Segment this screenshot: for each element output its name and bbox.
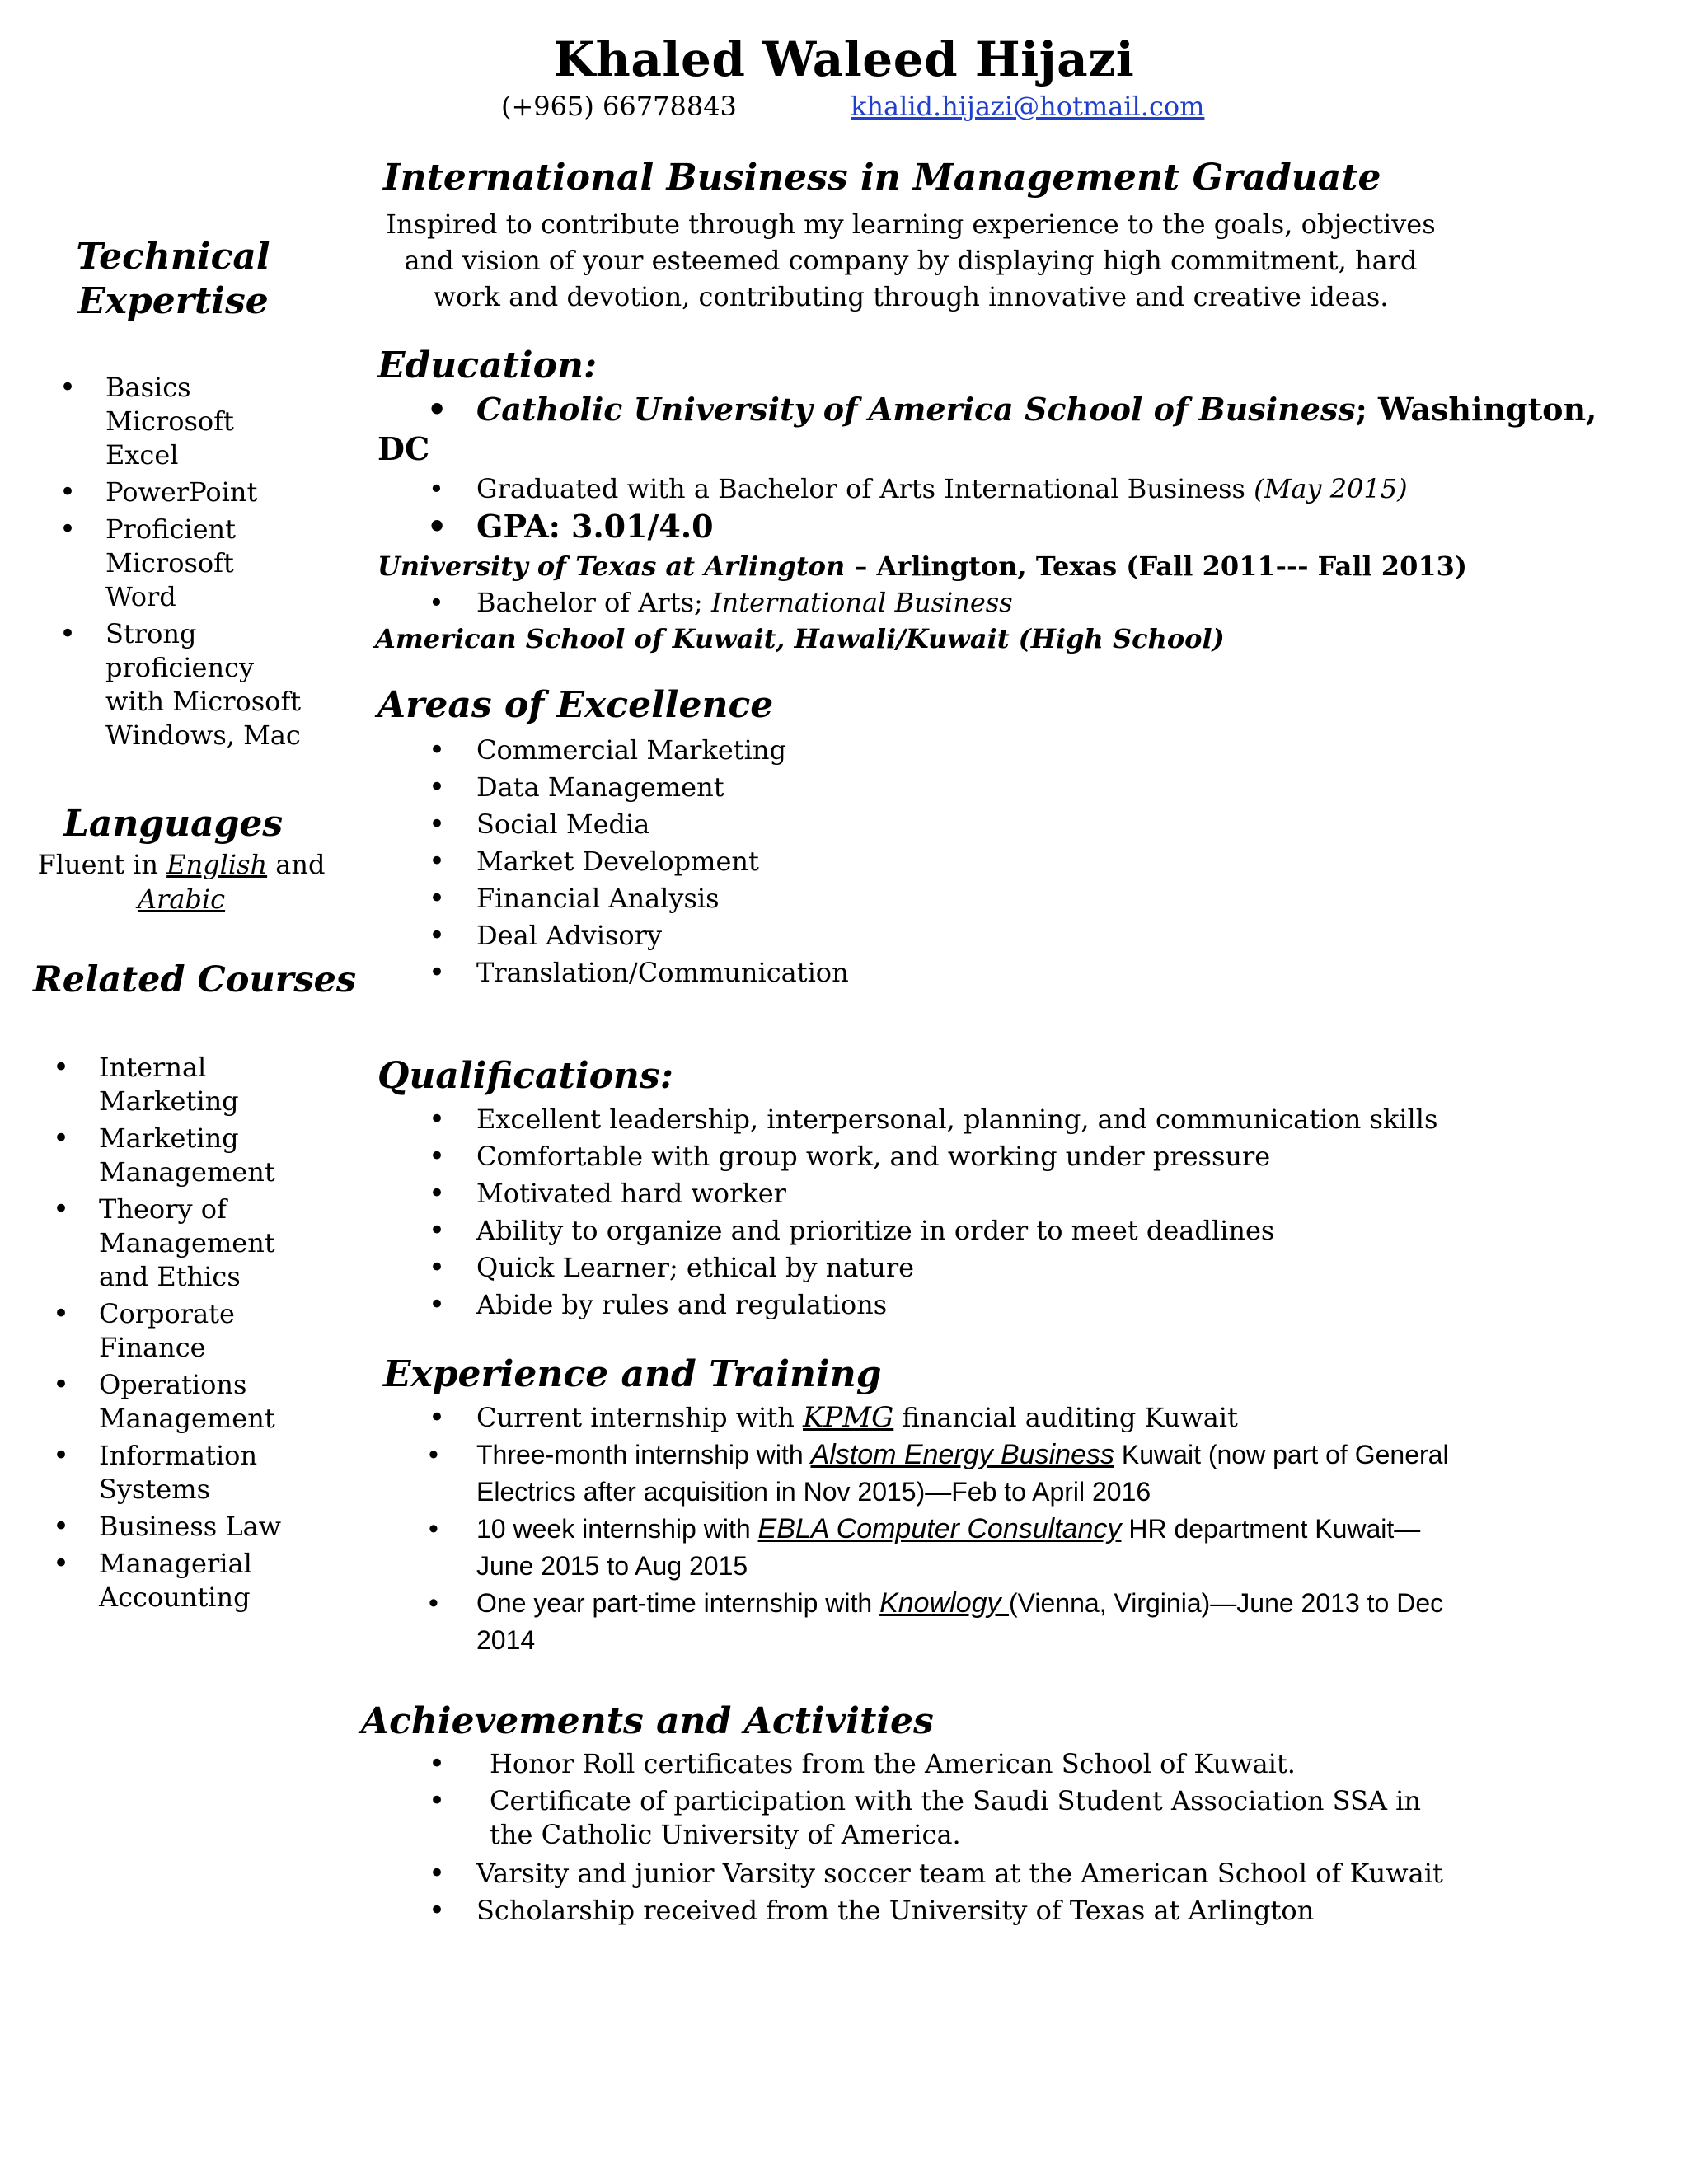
experience-text: 10 week internship with bbox=[476, 1514, 758, 1544]
technical-item: • Strong proficiency with Microsoft Windows, Mac bbox=[106, 617, 320, 752]
achievements-title: Achievements and Activities bbox=[361, 1700, 934, 1742]
school1-location-line2: DC bbox=[377, 430, 430, 467]
achievements-list bbox=[476, 1747, 1465, 1929]
school2-name: University of Texas at Arlington bbox=[377, 551, 846, 582]
experience-text: Three-month internship with bbox=[476, 1440, 811, 1469]
excellence-title: Areas of Excellence bbox=[377, 684, 774, 726]
languages-joiner: and bbox=[275, 849, 326, 880]
gpa-bullet: • bbox=[427, 508, 448, 545]
course-item: • Theory of Management and Ethics bbox=[99, 1193, 321, 1294]
technical-item: • Basics Microsoft Excel bbox=[106, 371, 237, 472]
achievement-item: • Scholarship received from the University of Texas at Arlington bbox=[476, 1892, 1465, 1929]
objective-title: International Business in Management Graduate bbox=[383, 157, 1381, 199]
education-title: Education: bbox=[377, 344, 598, 387]
experience-text: One year part-time internship with bbox=[476, 1588, 880, 1618]
degree1-line bbox=[476, 473, 1408, 504]
school3: American School of Kuwait, Hawali/Kuwait (High School) bbox=[375, 623, 1225, 654]
qualification-item: • Motivated hard worker bbox=[476, 1175, 1548, 1212]
experience-item bbox=[476, 1511, 1465, 1585]
course-item: • Business Law bbox=[99, 1510, 321, 1544]
company-knowlogy: Knowlogy bbox=[879, 1587, 1009, 1619]
course-item: • Managerial Accounting bbox=[99, 1547, 264, 1615]
excellence-item: • Social Media bbox=[476, 806, 1465, 843]
achievement-item: • Certificate of participation with the Saudi Student Association SSA in the Catholic University of America. bbox=[476, 1784, 1465, 1852]
experience-item bbox=[476, 1585, 1465, 1659]
qualification-item: • Comfortable with group work, and working under pressure bbox=[476, 1138, 1548, 1175]
course-item: • Marketing Management bbox=[99, 1122, 264, 1189]
school2-line bbox=[377, 551, 1467, 582]
experience-text: HR department Kuwait—June 2015 to Aug 2015 bbox=[476, 1514, 1421, 1581]
technical-list bbox=[106, 371, 328, 756]
objective-text: Inspired to contribute through my learning experience to the goals, objectives and vision of your esteemed company by displaying high commitment, hard work and devotion, contributing through innovative and creative ideas. bbox=[386, 209, 1436, 312]
degree2-line bbox=[476, 587, 1013, 618]
experience-text: financial auditing Kuwait bbox=[893, 1402, 1238, 1433]
languages-heading: Languages bbox=[63, 803, 284, 845]
education-school1: • bbox=[427, 391, 448, 428]
achievement-item: • Varsity and junior Varsity soccer team at the American School of Kuwait bbox=[476, 1855, 1465, 1892]
courses-heading: Related Courses bbox=[33, 959, 357, 1001]
email-link[interactable]: khalid.hijazi@hotmail.com bbox=[851, 91, 1205, 122]
experience-text: Current internship with bbox=[476, 1402, 803, 1433]
qualifications-title: Qualifications: bbox=[377, 1055, 673, 1097]
course-item: • Operations Management bbox=[99, 1368, 264, 1436]
qualification-item: • Abide by rules and regulations bbox=[476, 1286, 1548, 1324]
language-english: English bbox=[166, 849, 268, 880]
technical-item: • PowerPoint bbox=[106, 476, 328, 509]
school1-name: Catholic University of America School of Business bbox=[476, 391, 1356, 428]
company-alstom: Alstom Energy Business bbox=[810, 1439, 1115, 1470]
qualification-item: • Quick Learner; ethical by nature bbox=[476, 1249, 1548, 1286]
company-ebla: EBLA Computer Consultancy bbox=[757, 1513, 1122, 1544]
degree2-bullet: • bbox=[429, 587, 444, 618]
language-arabic: Arabic bbox=[137, 883, 226, 915]
candidate-name: Khaled Waleed Hijazi bbox=[553, 31, 1135, 87]
qualification-item: • Ability to organize and prioritize in order to meet deadlines bbox=[476, 1212, 1548, 1249]
gpa: GPA: 3.01/4.0 bbox=[476, 508, 714, 545]
experience-title: Experience and Training bbox=[383, 1353, 882, 1395]
degree1-text: Graduated with a Bachelor of Arts International Business bbox=[476, 473, 1245, 504]
experience-item bbox=[476, 1436, 1465, 1511]
qualifications-list bbox=[476, 1101, 1548, 1324]
degree2-prefix: Bachelor of Arts; bbox=[476, 587, 703, 618]
excellence-item: • Deal Advisory bbox=[476, 917, 1465, 954]
technical-heading bbox=[33, 235, 313, 324]
achievement-item: • Honor Roll certificates from the American School of Kuwait. bbox=[476, 1747, 1465, 1781]
phone-number: (+965) 66778843 bbox=[501, 91, 737, 122]
course-item: • Information Systems bbox=[99, 1439, 264, 1507]
languages-prefix: Fluent in bbox=[37, 849, 158, 880]
technical-heading-line2: Expertise bbox=[77, 280, 269, 322]
experience-list bbox=[476, 1399, 1465, 1659]
excellence-item: • Market Development bbox=[476, 843, 1465, 880]
languages-text bbox=[33, 847, 330, 916]
excellence-item: • Data Management bbox=[476, 769, 1465, 806]
school2-details: – Arlington, Texas (Fall 2011--- Fall 2013) bbox=[845, 551, 1467, 582]
education-school1-line bbox=[476, 391, 1597, 428]
company-kpmg: KPMG bbox=[803, 1401, 894, 1434]
degree1-date: (May 2015) bbox=[1254, 473, 1408, 504]
experience-item bbox=[476, 1399, 1465, 1436]
excellence-list bbox=[476, 732, 1465, 991]
courses-list bbox=[99, 1051, 321, 1618]
course-item: • Internal Marketing bbox=[99, 1051, 239, 1118]
degree1-bullet: • bbox=[429, 473, 444, 504]
experience-text: Kuwait (now part of General Electrics after acquisition in Nov 2015)—Feb to April 2016 bbox=[476, 1440, 1449, 1507]
technical-heading-line1: Technical bbox=[76, 236, 270, 278]
degree2-field: International Business bbox=[710, 587, 1013, 618]
qualification-item: • Excellent leadership, interpersonal, planning, and communication skills bbox=[476, 1101, 1548, 1138]
excellence-item: • Translation/Communication bbox=[476, 954, 1465, 991]
school1-location: ; Washington, bbox=[1355, 391, 1597, 428]
technical-item: • Proficient Microsoft Word bbox=[106, 513, 312, 614]
excellence-item: • Commercial Marketing bbox=[476, 732, 1465, 769]
experience-text: (Vienna, Virginia)—June 2013 to Dec 2014 bbox=[476, 1588, 1444, 1655]
excellence-item: • Financial Analysis bbox=[476, 880, 1465, 917]
course-item: • Corporate Finance bbox=[99, 1297, 239, 1365]
